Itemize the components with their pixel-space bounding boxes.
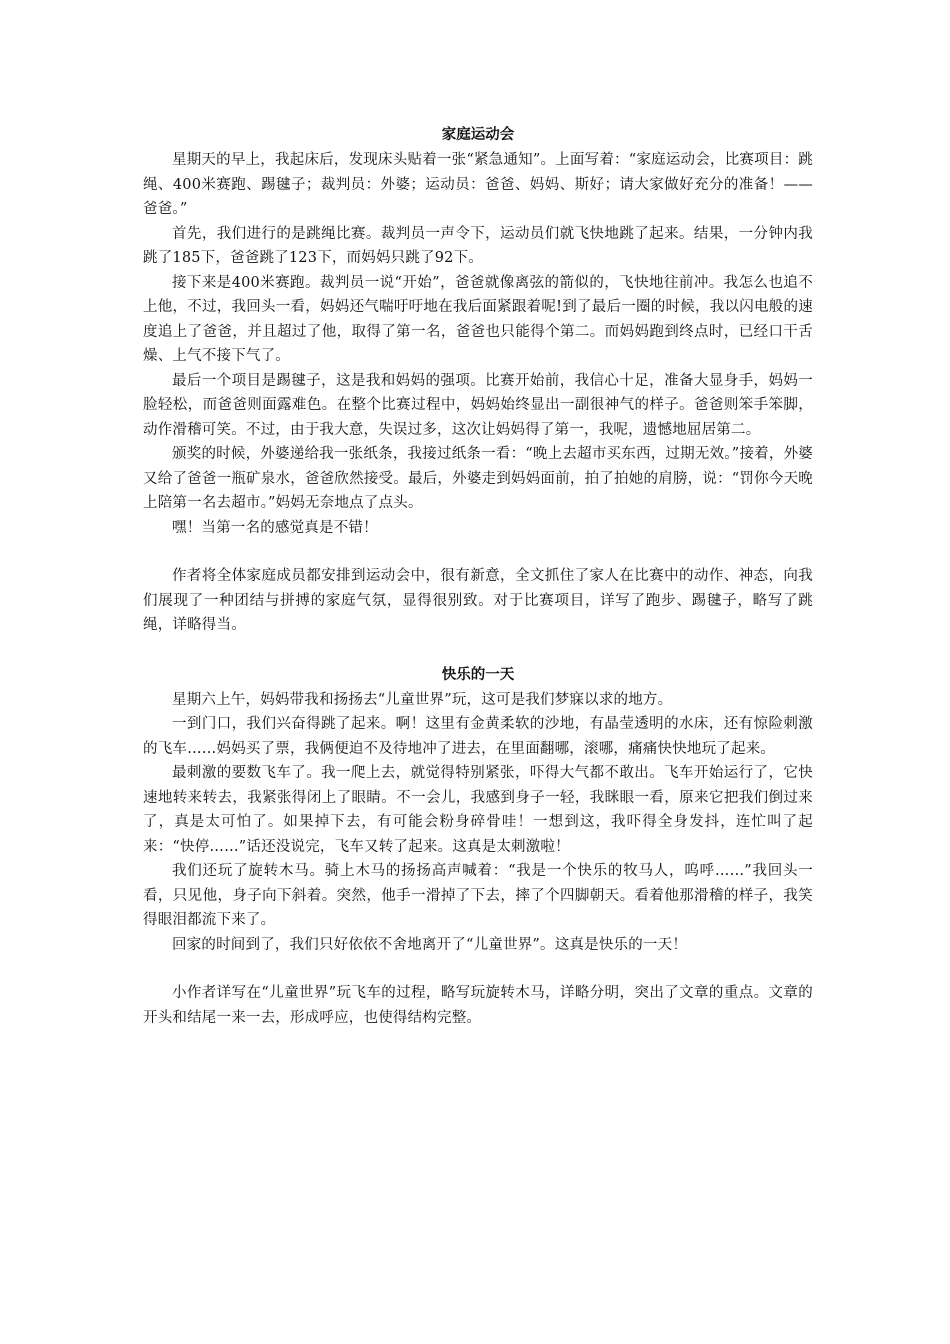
essay-paragraph: 嘿！当第一名的感觉真是不错！ <box>172 519 378 536</box>
section-gap <box>143 638 813 664</box>
essay-paragraph: 首先，我们进行的是跳绳比赛。裁判员一声令下，运动员们就飞快地跳了起来。结果，一分钟内我跳了185下，爸爸跳了123下，而妈妈只跳了92下。 <box>143 225 813 266</box>
essay-paragraph: 最刺激的要数飞车了。我一爬上去，就觉得特别紧张，吓得大气都不敢出。飞车开始运行了，它快速地转来转去，我紧张得闭上了眼睛。不一会儿，我感到身子一轻，我眯眼一看，原来它把我们倒过来了，真是太可怕了。如果掉下去，有可能会粉身碎骨哇！一想到这，我吓得全身发抖，连忙叫了起来：“快停……”话还没说完，飞车又转了起来。这真是太刺激啦！ <box>143 765 813 855</box>
essay-paragraph: 我们还玩了旋转木马。骑上木马的扬扬高声喊着：“我是一个快乐的牧马人，呜呼……”我回头一看，只见他，身子向下斜着。突然，他手一滑掉了下去，摔了个四脚朝天。看着他那滑稽的样子，我笑得眼泪都流下来了。 <box>143 863 813 928</box>
essay-paragraph: 一到门口，我们兴奋得跳了起来。啊！这里有金黄柔软的沙地，有晶莹透明的水床，还有惊险刺激的飞车……妈妈买了票，我俩便迫不及待地冲了进去，在里面翻哪，滚哪，痛痛快快地玩了起来。 <box>143 716 813 757</box>
essay-title: 家庭运动会 <box>441 127 515 143</box>
essay-title: 快乐的一天 <box>441 666 515 683</box>
blank-line <box>143 540 813 564</box>
essay-2 <box>143 664 813 1031</box>
essay-paragraph: 最后一个项目是踢毽子，这是我和妈妈的强项。比赛开始前，我信心十足，准备大显身手，妈妈一脸轻松，而爸爸则面露难色。在整个比赛过程中，妈妈始终显出一副很神气的样子。爸爸则笨手笨脚，动作滑稽可笑。不过，由于我大意，失误过多，这次让妈妈得了第一，我呢，遗憾地屈居第二。 <box>143 372 813 438</box>
essay-paragraph: 回家的时间到了，我们只好依依不舍地离开了“儿童世界”。这真是快乐的一天！ <box>172 936 688 953</box>
essay-paragraph: 颁奖的时候，外婆递给我一张纸条，我接过纸条一看：“晚上去超市买东西，过期无效。”接着，外婆又给了爸爸一瓶矿泉水，爸爸欣然接受。最后，外婆走到妈妈面前，拍了拍她的肩膀，说：“罚你今天晚上陪第一名去超市。”妈妈无奈地点了点头。 <box>143 446 813 511</box>
essay-paragraph: 星期六上午，妈妈带我和扬扬去“儿童世界”玩，这可是我们梦寐以求的地方。 <box>172 691 673 708</box>
document-page <box>143 124 813 1030</box>
teacher-comment: 小作者详写在“儿童世界”玩飞车的过程，略写玩旋转木马，详略分明，突出了文章的重点。文章的开头和结尾一来一去，形成呼应，也使得结构完整。 <box>143 985 813 1026</box>
essay-1 <box>143 124 813 638</box>
essay-paragraph: 接下来是400米赛跑。裁判员一说“开始”，爸爸就像离弦的箭似的，飞快地往前冲。我怎么也追不上他，不过，我回头一看，妈妈还气喘吁吁地在我后面紧跟着呢!到了最后一圈的时候，我以闪电般的速度追上了爸爸，并且超过了他，取得了第一名，爸爸也只能得个第二。而妈妈跑到终点时，已经口干舌燥、上气不接下气了。 <box>143 274 813 364</box>
essay-paragraph: 星期天的早上，我起床后，发现床头贴着一张“紧急通知”。上面写着：“家庭运动会，比赛项目：跳绳、400米赛跑、踢毽子；裁判员：外婆；运动员：爸爸、妈妈、斯好；请大家做好充分的准备！——爸爸。” <box>143 152 813 217</box>
blank-line <box>143 957 813 981</box>
teacher-comment: 作者将全体家庭成员都安排到运动会中，很有新意，全文抓住了家人在比赛中的动作、神态，向我们展现了一种团结与拼搏的家庭气氛，显得很别致。对于比赛项目，详写了跑步、踢毽子，略写了跳绳，详略得当。 <box>143 568 813 633</box>
